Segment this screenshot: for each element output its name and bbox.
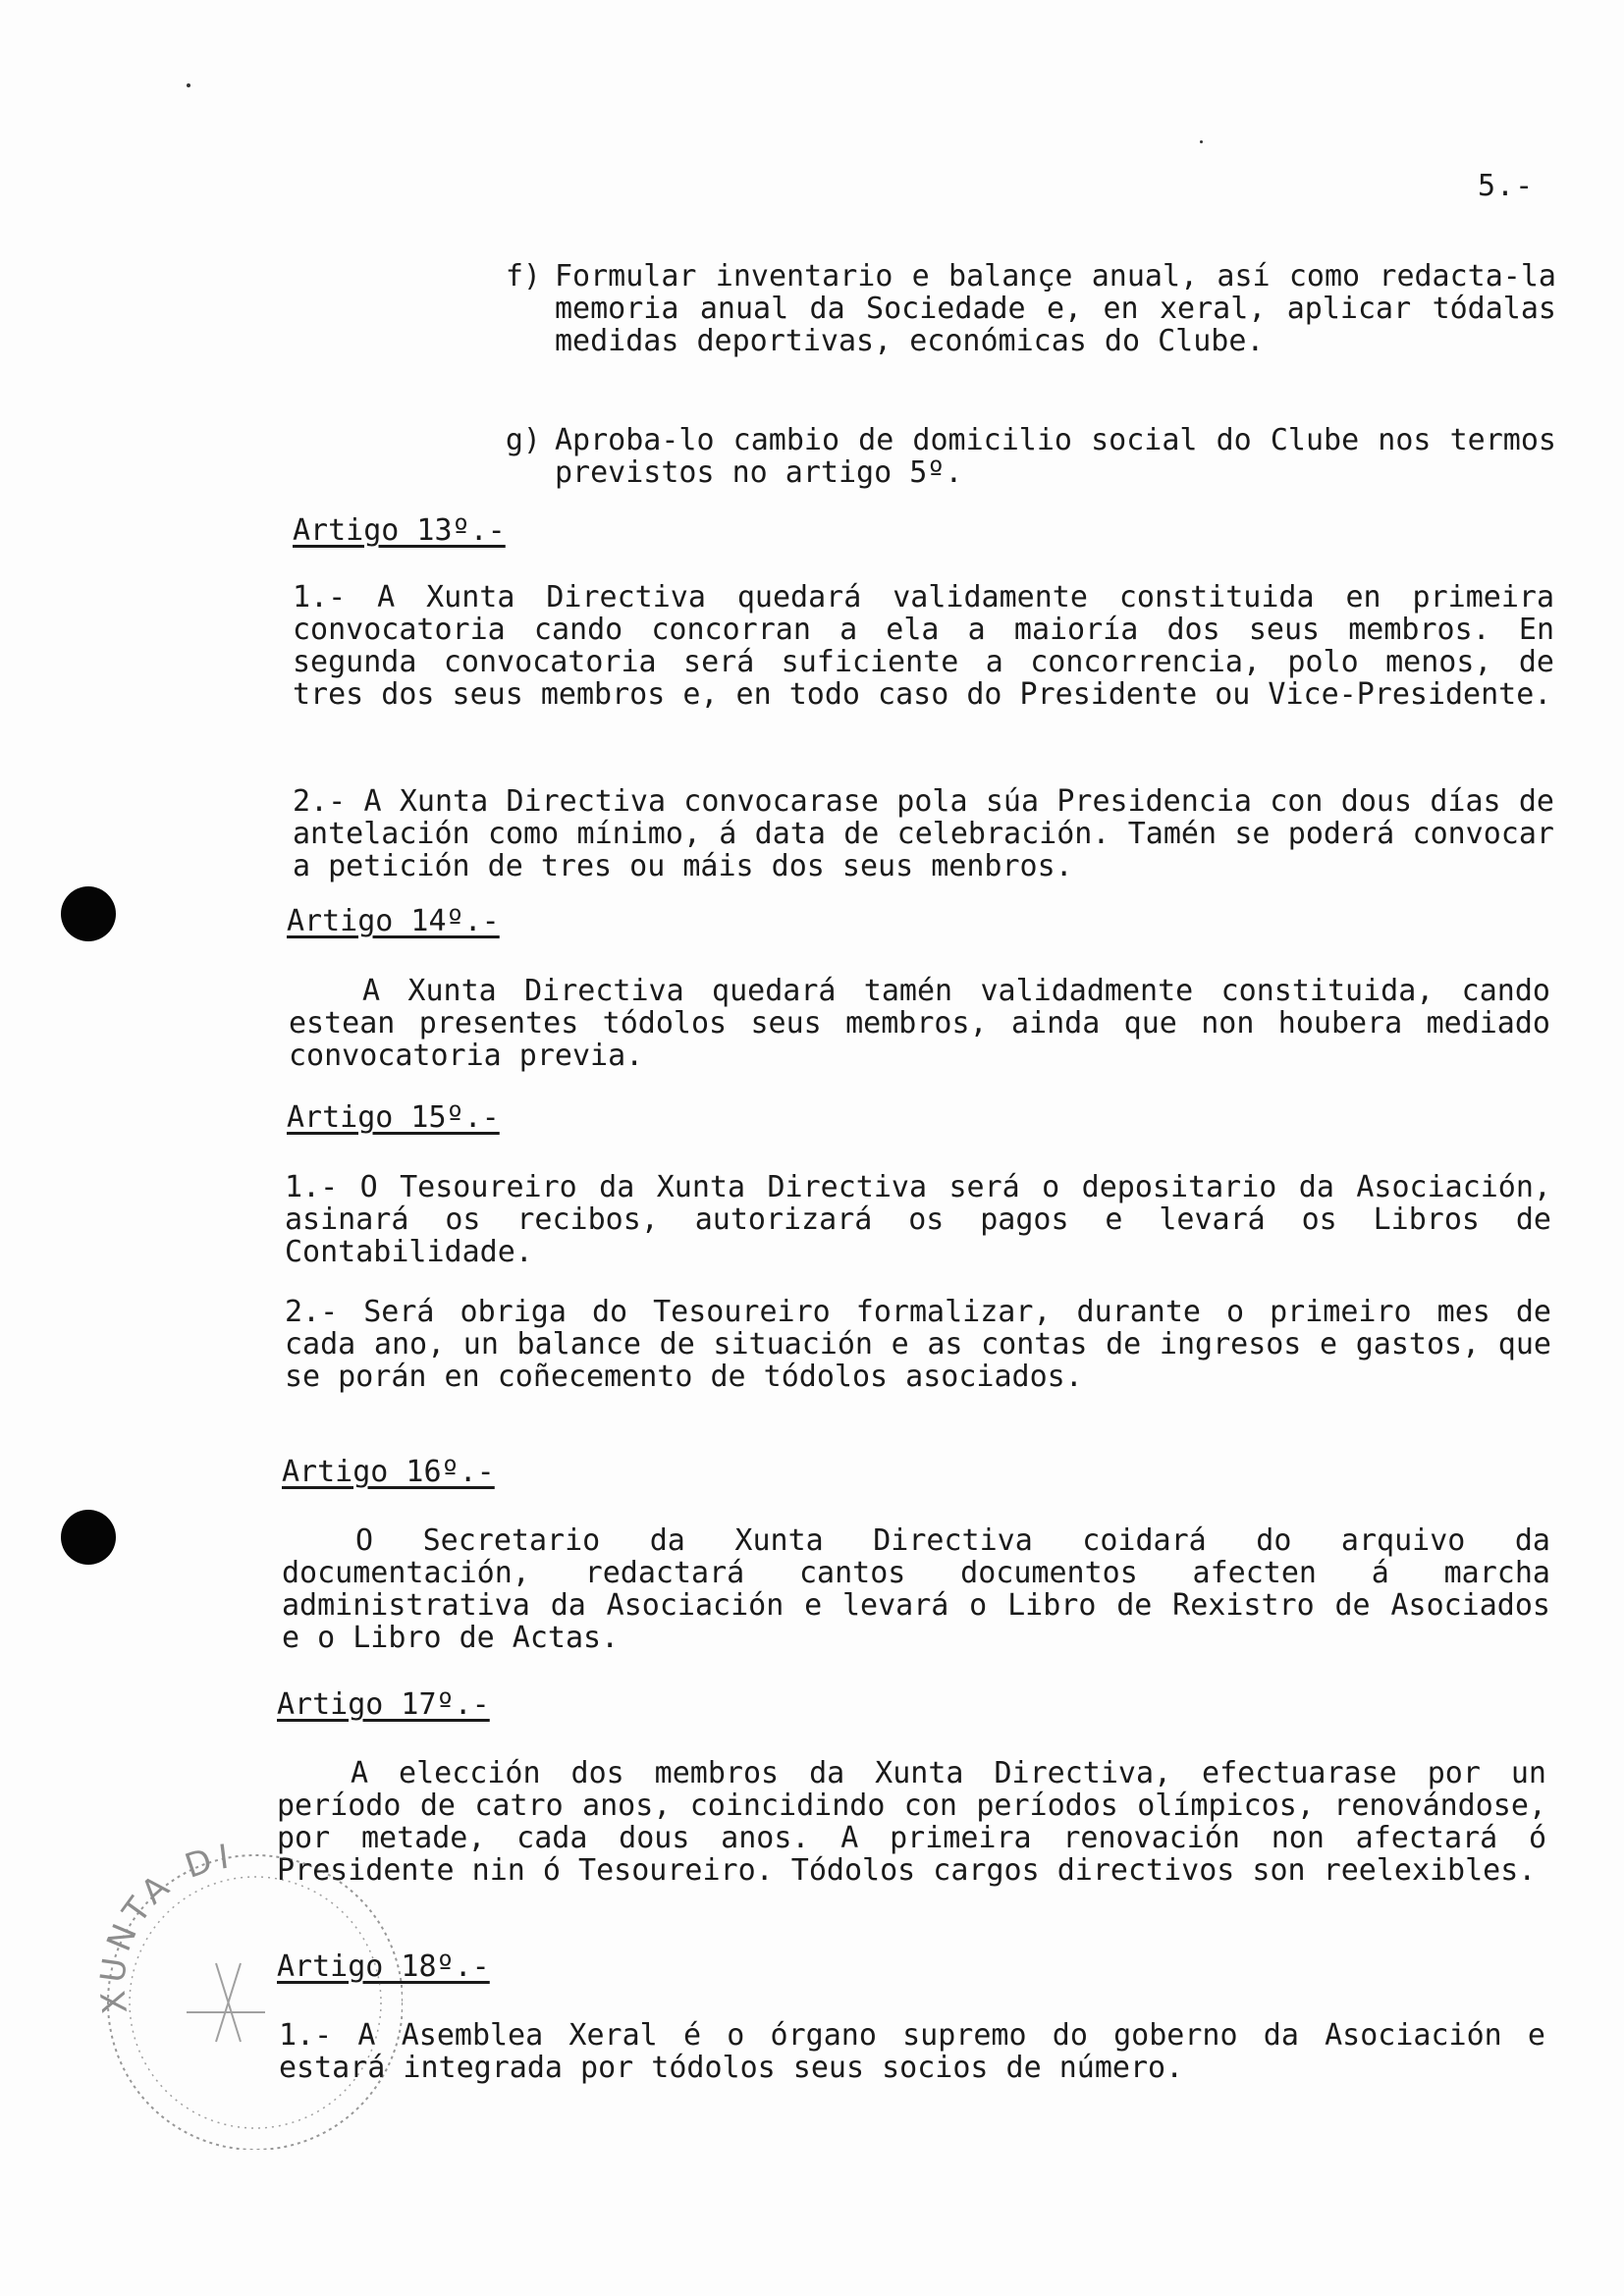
paragraph-text: 1.- A Asemblea Xeral é o órgano supremo do goberno da Asociación e estará integrada por tódolos seus socios de número. [279,2018,1545,2085]
article-13-paragraph-2 [293,785,1554,882]
article-heading-text: Artigo 16º.- [282,1455,495,1489]
paragraph-text: O Secretario da Xunta Directiva coidará do arquivo da documentación, redactará cantos documentos afecten á marcha administrativa da Asociación e levará o Libro de Rexistro de Asociados e o Libro de Actas. [282,1523,1550,1655]
article-18-paragraph-1 [279,2019,1545,2084]
paragraph-text: 2.- Será obriga do Tesoureiro formalizar, durante o primeiro mes de cada ano, un balance de situación e as contas de ingresos e gastos, que se porán en coñecemento de tódolos asociados. [285,1295,1551,1394]
punch-hole-top [61,886,116,941]
paragraph-text: 1.- A Xunta Directiva quedará validamente constituida en primeira convocatoria cando concorran a ela a maioría dos seus membros. En segunda convocatoria será suficiente a concorrencia, polo menos, de tres dos seus membros e, en todo caso do Presidente ou Vice-Presidente. [293,580,1554,712]
official-stamp-seal [69,1816,403,2150]
stamp-text: XUNTA DI [92,1837,238,2016]
article-heading-text: Artigo 18º.- [277,1949,490,1984]
article-16-paragraph-1 [282,1524,1550,1654]
list-marker: f) [505,259,541,294]
paragraph-text: A elección dos membros da Xunta Directiva, efectuarase por un período de catro anos, coincidindo con períodos olímpicos, renovándose, por metade, cada dous anos. A primeira renovación non afectará ó Presidente nin ó Tesoureiro. Tódolos cargos directivos son reelexibles. [277,1756,1546,1888]
list-text: Aproba-lo cambio de domicilio social do Clube nos termos previstos no artigo 5º. [555,423,1556,490]
punch-hole-bottom [61,1510,116,1565]
article-heading-text: Artigo 17º.- [277,1687,490,1722]
article-heading-14 [287,905,500,937]
list-item-g [496,424,1556,489]
article-15-paragraph-1 [285,1171,1551,1268]
article-14-paragraph-1 [289,975,1550,1072]
article-heading-13 [293,514,506,547]
list-item-f [496,260,1556,357]
paragraph-text: A Xunta Directiva quedará tamén validadmente constituida, cando estean presentes tódolos seus membros, ainda que non houbera mediado convocatoria previa. [289,974,1550,1073]
speck [187,83,190,87]
article-heading-16 [282,1456,495,1488]
paragraph-text: 2.- A Xunta Directiva convocarase pola súa Presidencia con dous días de antelación como mínimo, á data de celebración. Tamén se poderá convocar a petición de tres ou máis dos seus menbros. [293,784,1554,883]
article-heading-text: Artigo 14º.- [287,904,500,938]
article-13-paragraph-1 [293,581,1554,711]
paragraph-text: 1.- O Tesoureiro da Xunta Directiva será o depositario da Asociación, asinará os recibos, autorizará os pagos e levará os Libros de Contabilidade. [285,1170,1551,1269]
article-heading-text: Artigo 13º.- [293,513,506,548]
article-heading-17 [277,1688,490,1721]
page-number: 5.- [1478,169,1535,203]
article-heading-text: Artigo 15º.- [287,1100,500,1135]
article-heading-15 [287,1101,500,1134]
svg-text:XUNTA DI [93,1837,237,2016]
list-marker: g) [505,423,541,457]
article-15-paragraph-2 [285,1296,1551,1393]
list-text: Formular inventario e balançe anual, así como redacta-la memoria anual da Sociedade e, en xeral, aplicar tódalas medidas deportivas, económicas do Clube. [555,259,1556,358]
article-17-paragraph-1 [277,1757,1546,1887]
speck [1200,140,1203,143]
